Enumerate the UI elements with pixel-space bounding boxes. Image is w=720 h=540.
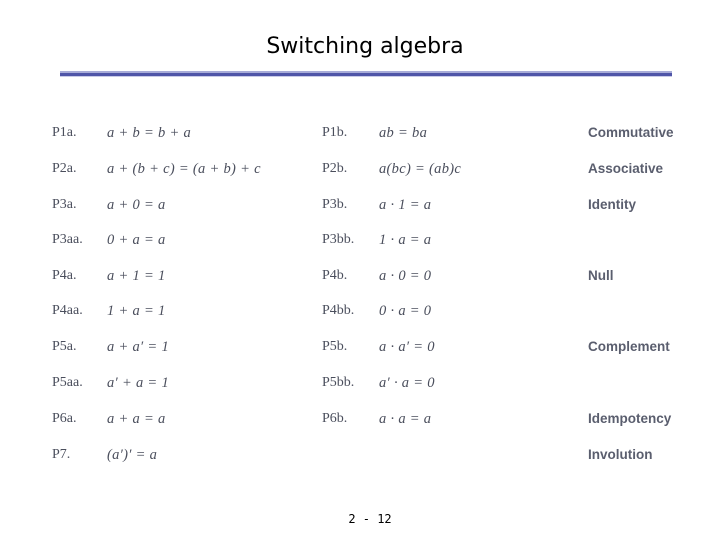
- postulate-equation-b: 0 · a = 0: [379, 303, 432, 319]
- postulate-name-b: P3b.: [322, 197, 348, 212]
- property-name: Idempotency: [588, 411, 672, 426]
- postulate-name-a: P1a.: [52, 125, 77, 140]
- postulate-name-a: P6a.: [52, 411, 77, 426]
- postulate-name-b: P4bb.: [322, 303, 355, 318]
- table-row: [0, 371, 720, 395]
- property-name: Commutative: [588, 125, 674, 140]
- postulate-equation-a: a′ + a = 1: [107, 375, 169, 391]
- postulate-name-a: P2a.: [52, 161, 77, 176]
- postulate-name-a: P4aa.: [52, 303, 83, 318]
- postulate-equation-a: a + a = a: [107, 411, 166, 427]
- property-name: Null: [588, 268, 614, 283]
- property-name: Identity: [588, 197, 637, 212]
- table-row: [0, 407, 720, 431]
- property-name: Associative: [588, 161, 664, 176]
- postulate-name-a: P7.: [52, 447, 71, 462]
- postulate-equation-a: a + 0 = a: [107, 197, 166, 213]
- postulate-name-a: P4a.: [52, 268, 77, 283]
- property-name: Involution: [588, 447, 653, 462]
- postulate-equation-b: ab = ba: [379, 125, 428, 141]
- postulate-name-a: P3aa.: [52, 232, 83, 247]
- postulate-equation-a: (a′)′ = a: [107, 447, 158, 463]
- postulate-equation-a: 1 + a = 1: [107, 303, 166, 319]
- table-row: [0, 157, 720, 181]
- table-row: [0, 335, 720, 359]
- table-row: [0, 264, 720, 288]
- table-row: [0, 121, 720, 145]
- postulate-equation-a: a + 1 = 1: [107, 268, 166, 284]
- postulate-name-b: P6b.: [322, 411, 348, 426]
- page-number: 2 - 12: [348, 512, 392, 526]
- postulate-equation-a: 0 + a = a: [107, 232, 166, 248]
- postulate-equation-b: 1 · a = a: [379, 232, 432, 248]
- postulate-name-b: P1b.: [322, 125, 348, 140]
- postulate-equation-b: a · 1 = a: [379, 197, 432, 213]
- postulate-equation-b: a(bc) = (ab)c: [379, 161, 462, 177]
- postulate-name-b: P2b.: [322, 161, 348, 176]
- table-row: [0, 443, 720, 467]
- postulate-equation-a: a + a′ = 1: [107, 339, 169, 355]
- postulate-equation-a: a + b = b + a: [107, 125, 192, 141]
- postulate-equation-b: a · a′ = 0: [379, 339, 435, 355]
- table-row: [0, 228, 720, 252]
- postulate-equation-b: a · a = a: [379, 411, 432, 427]
- postulate-name-a: P5aa.: [52, 375, 83, 390]
- table-row: [0, 193, 720, 217]
- postulate-name-b: P3bb.: [322, 232, 355, 247]
- postulate-name-b: P5b.: [322, 339, 348, 354]
- postulate-equation-b: a′ · a = 0: [379, 375, 435, 391]
- postulate-name-b: P5bb.: [322, 375, 355, 390]
- postulate-name-b: P4b.: [322, 268, 348, 283]
- postulate-name-a: P5a.: [52, 339, 77, 354]
- table-row: [0, 299, 720, 323]
- slide-title: Switching algebra: [266, 34, 464, 59]
- postulate-equation-b: a · 0 = 0: [379, 268, 432, 284]
- property-name: Complement: [588, 339, 670, 354]
- postulate-equation-a: a + (b + c) = (a + b) + c: [107, 161, 261, 177]
- postulate-name-a: P3a.: [52, 197, 77, 212]
